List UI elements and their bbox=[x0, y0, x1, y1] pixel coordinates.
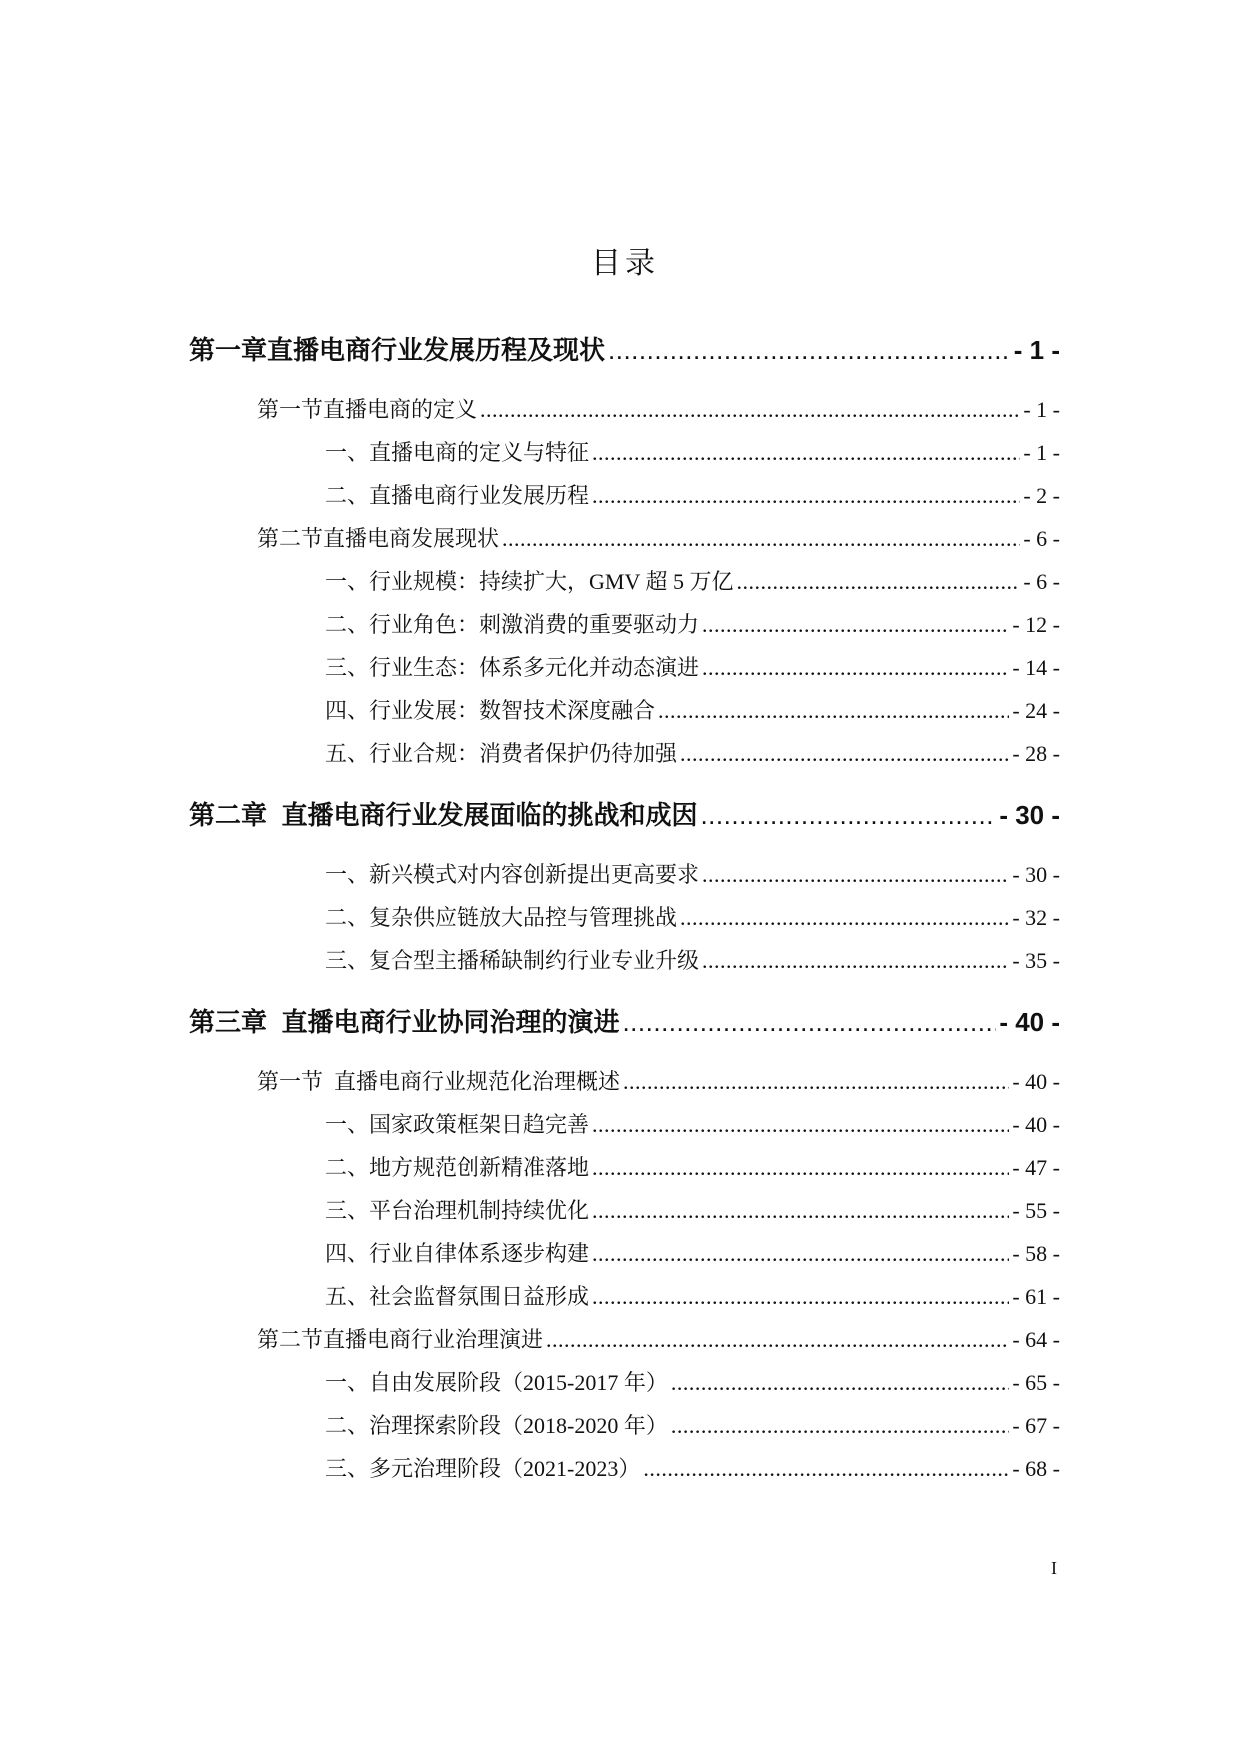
toc-entry-chapter[interactable] bbox=[189, 1001, 1060, 1044]
toc-entry-item[interactable] bbox=[189, 603, 1060, 646]
toc-entry-item[interactable] bbox=[189, 732, 1060, 775]
toc-entry-title: 一、行业规模：持续扩大，GMV 超 5 万亿 bbox=[325, 569, 734, 594]
dot-leader bbox=[592, 1232, 1009, 1275]
dot-leader bbox=[592, 1103, 1009, 1146]
toc-entry-title: 三、行业生态：体系多元化并动态演进 bbox=[325, 655, 700, 680]
dot-leader bbox=[643, 1447, 1009, 1490]
toc-entry-item[interactable] bbox=[189, 853, 1060, 896]
toc-entry-title: 二、地方规范创新精准落地 bbox=[325, 1155, 590, 1180]
dot-leader bbox=[622, 1001, 996, 1044]
toc-entry-page: - 28 - bbox=[1012, 741, 1060, 766]
toc-entry-title: 二、复杂供应链放大品控与管理挑战 bbox=[325, 905, 678, 930]
toc-entry-item[interactable] bbox=[189, 896, 1060, 939]
dot-leader bbox=[592, 474, 1020, 517]
dot-leader bbox=[702, 853, 1009, 896]
toc-entry-item[interactable] bbox=[189, 1447, 1060, 1490]
toc-entry-title: 五、社会监督氛围日益形成 bbox=[325, 1284, 590, 1309]
page-number: I bbox=[1051, 1558, 1057, 1578]
dot-leader bbox=[658, 689, 1009, 732]
dot-leader bbox=[702, 939, 1009, 982]
toc-entry-item[interactable] bbox=[189, 1361, 1060, 1404]
toc-entry-item[interactable] bbox=[189, 1146, 1060, 1189]
toc-entry-chapter[interactable] bbox=[189, 794, 1060, 837]
toc-entry-page: - 68 - bbox=[1012, 1456, 1060, 1481]
dot-leader bbox=[592, 1189, 1009, 1232]
toc-entry-page: - 32 - bbox=[1012, 905, 1060, 930]
toc-title: 目录 bbox=[591, 246, 659, 281]
dot-leader bbox=[623, 1060, 1009, 1103]
toc-entry-title: 三、多元治理阶段（2021-2023） bbox=[325, 1456, 641, 1481]
toc-entry-page: - 1 - bbox=[1013, 335, 1060, 365]
toc-entry-item[interactable] bbox=[189, 689, 1060, 732]
toc-entry-item[interactable] bbox=[189, 1189, 1060, 1232]
toc-entry-title: 四、行业发展：数智技术深度融合 bbox=[325, 698, 656, 723]
toc-entry-item[interactable] bbox=[189, 1275, 1060, 1318]
toc-entry-item[interactable] bbox=[189, 474, 1060, 517]
toc-entry-page: - 61 - bbox=[1012, 1284, 1060, 1309]
dot-leader bbox=[671, 1404, 1010, 1447]
toc-entry-page: - 6 - bbox=[1023, 569, 1060, 594]
toc-entry-section[interactable] bbox=[189, 1060, 1060, 1103]
toc-entry-title: 第一章直播电商行业发展历程及现状 bbox=[189, 335, 606, 365]
toc-entry-page: - 58 - bbox=[1012, 1241, 1060, 1266]
toc-entry-item[interactable] bbox=[189, 431, 1060, 474]
toc-entry-item[interactable] bbox=[189, 1404, 1060, 1447]
toc-entry-item[interactable] bbox=[189, 560, 1060, 603]
dot-leader bbox=[702, 646, 1009, 689]
toc-entry-title: 二、治理探索阶段（2018-2020 年） bbox=[325, 1413, 668, 1438]
toc-entry-item[interactable] bbox=[189, 939, 1060, 982]
toc-entry-title: 第一节 直播电商行业规范化治理概述 bbox=[257, 1069, 621, 1094]
toc-entry-title: 三、复合型主播稀缺制约行业专业升级 bbox=[325, 948, 700, 973]
toc-entry-title: 第三章 直播电商行业协同治理的演进 bbox=[189, 1007, 620, 1037]
toc-entry-item[interactable] bbox=[189, 1103, 1060, 1146]
toc-entry-page: - 64 - bbox=[1012, 1327, 1060, 1352]
dot-leader bbox=[736, 560, 1020, 603]
toc-entry-page: - 40 - bbox=[999, 1007, 1060, 1037]
toc-entry-title: 二、行业角色：刺激消费的重要驱动力 bbox=[325, 612, 700, 637]
toc-entry-page: - 12 - bbox=[1012, 612, 1060, 637]
dot-leader bbox=[592, 1275, 1009, 1318]
toc-entry-section[interactable] bbox=[189, 1318, 1060, 1361]
toc-entry-page: - 14 - bbox=[1012, 655, 1060, 680]
toc-entry-page: - 65 - bbox=[1012, 1370, 1060, 1395]
dot-leader bbox=[546, 1318, 1009, 1361]
toc-entry-page: - 47 - bbox=[1012, 1155, 1060, 1180]
dot-leader bbox=[680, 896, 1009, 939]
toc-entry-title: 三、平台治理机制持续优化 bbox=[325, 1198, 590, 1223]
toc-entry-page: - 24 - bbox=[1012, 698, 1060, 723]
toc-entry-page: - 35 - bbox=[1012, 948, 1060, 973]
toc-entry-page: - 55 - bbox=[1012, 1198, 1060, 1223]
toc-entry-title: 一、自由发展阶段（2015-2017 年） bbox=[325, 1370, 668, 1395]
toc-entry-title: 第二节直播电商发展现状 bbox=[257, 526, 500, 551]
toc-entry-title: 一、新兴模式对内容创新提出更高要求 bbox=[325, 862, 700, 887]
toc-entry-page: - 40 - bbox=[1012, 1069, 1060, 1094]
dot-leader bbox=[592, 1146, 1009, 1189]
toc-entry-title: 第一节直播电商的定义 bbox=[257, 397, 478, 422]
toc-entry-page: - 1 - bbox=[1023, 397, 1060, 422]
toc-entry-page: - 6 - bbox=[1023, 526, 1060, 551]
dot-leader bbox=[608, 329, 1011, 372]
toc-entry-title: 第二节直播电商行业治理演进 bbox=[257, 1327, 544, 1352]
toc-entry-section[interactable] bbox=[189, 388, 1060, 431]
toc-entry-title: 一、直播电商的定义与特征 bbox=[325, 440, 590, 465]
dot-leader bbox=[592, 431, 1020, 474]
dot-leader bbox=[680, 732, 1009, 775]
toc-entry-title: 第二章 直播电商行业发展面临的挑战和成因 bbox=[189, 800, 698, 830]
toc-entry-title: 四、行业自律体系逐步构建 bbox=[325, 1241, 590, 1266]
dot-leader bbox=[671, 1361, 1010, 1404]
toc-entry-page: - 2 - bbox=[1023, 483, 1060, 508]
toc-entry-page: - 67 - bbox=[1012, 1413, 1060, 1438]
toc-entry-page: - 30 - bbox=[999, 800, 1060, 830]
toc-entry-title: 五、行业合规：消费者保护仍待加强 bbox=[325, 741, 678, 766]
toc-entry-section[interactable] bbox=[189, 517, 1060, 560]
toc-entry-page: - 30 - bbox=[1012, 862, 1060, 887]
toc-entry-page: - 1 - bbox=[1023, 440, 1060, 465]
toc-entry-title: 一、国家政策框架日趋完善 bbox=[325, 1112, 590, 1137]
dot-leader bbox=[702, 603, 1009, 646]
toc-entry-item[interactable] bbox=[189, 646, 1060, 689]
dot-leader bbox=[480, 388, 1020, 431]
toc-entry-title: 二、直播电商行业发展历程 bbox=[325, 483, 590, 508]
toc-entry-chapter[interactable] bbox=[189, 329, 1060, 372]
toc-entry-page: - 40 - bbox=[1012, 1112, 1060, 1137]
toc-entry-item[interactable] bbox=[189, 1232, 1060, 1275]
dot-leader bbox=[502, 517, 1020, 560]
table-of-contents bbox=[189, 329, 1060, 1490]
dot-leader bbox=[700, 794, 996, 837]
